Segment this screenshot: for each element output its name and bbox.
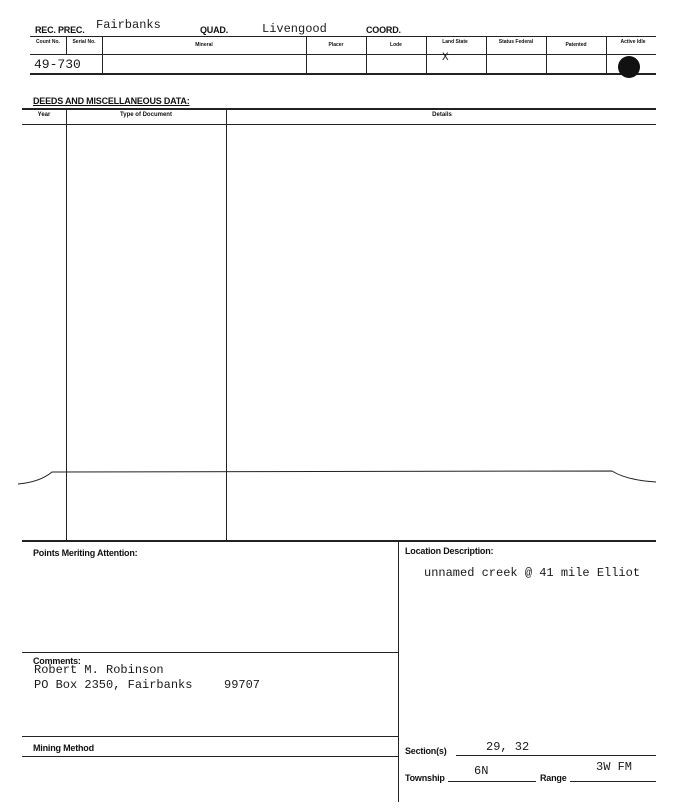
col-lode: Lode — [390, 42, 402, 48]
location-label: Location Description: — [405, 546, 494, 556]
range-line — [570, 781, 656, 782]
mining-method-label: Mining Method — [33, 743, 94, 753]
points-bottom-rule — [22, 652, 398, 653]
col-details: Details — [432, 112, 452, 118]
comments-line2: PO Box 2350, Fairbanks — [34, 678, 193, 692]
range-value: 3W FM — [596, 760, 633, 774]
row-bottom-rule — [30, 73, 656, 75]
mining-rule — [22, 756, 398, 757]
col-divider — [306, 36, 307, 73]
col-mineral: Mineral — [195, 42, 213, 48]
count-no-value: 49-730 — [34, 57, 81, 72]
deeds-header-rule — [22, 124, 656, 125]
section-line — [456, 755, 656, 756]
col-status-federal: Status Federal — [498, 39, 534, 45]
col-land-status: Land State — [442, 39, 468, 45]
col-year: Year — [37, 112, 51, 118]
section-value: 29, 32 — [486, 740, 530, 754]
deeds-top-rule — [22, 108, 656, 110]
rec-prec-value: Fairbanks — [96, 18, 161, 32]
township-line — [448, 781, 536, 782]
location-value: unnamed creek @ 41 mile Elliot — [424, 566, 641, 580]
col-patented: Patented — [565, 42, 587, 48]
col-divider — [102, 36, 103, 73]
col-divider — [486, 36, 487, 73]
lower-divider — [398, 540, 399, 802]
col-divider — [606, 36, 607, 73]
section-label: Section(s) — [405, 746, 447, 756]
coord-label: COORD. — [366, 25, 401, 35]
quad-value: Livengood — [262, 22, 327, 36]
column-header-rule — [30, 54, 656, 55]
col-placer: Placer — [328, 42, 344, 48]
fold-line — [0, 462, 678, 492]
township-value: 6N — [474, 764, 489, 778]
comments-label: Comments: — [33, 656, 81, 666]
col-divider — [546, 36, 547, 73]
col-serial-no: Serial No. — [72, 39, 96, 45]
land-status-mark: X — [442, 52, 449, 64]
comments-zip: 99707 — [224, 678, 261, 692]
quad-label: QUAD. — [200, 25, 228, 35]
points-label: Points Meriting Attention: — [33, 548, 138, 558]
col-active-idle: Active Idle — [620, 39, 646, 45]
comments-bottom-rule — [22, 736, 398, 737]
col-count-no: Count No. — [36, 39, 60, 45]
deeds-title: DEEDS AND MISCELLANEOUS DATA: — [33, 96, 190, 106]
header-rule — [30, 36, 656, 37]
range-label: Range — [540, 773, 567, 783]
active-marker-dot — [618, 56, 640, 78]
col-type-of-document: Type of Document — [120, 112, 172, 118]
comments-line1: Robert M. Robinson — [34, 663, 164, 677]
col-divider — [426, 36, 427, 73]
rec-prec-label: REC. PREC. — [35, 25, 85, 35]
col-divider — [366, 36, 367, 73]
township-label: Township — [405, 773, 445, 783]
lower-top-rule — [22, 540, 656, 542]
col-divider — [66, 36, 67, 54]
